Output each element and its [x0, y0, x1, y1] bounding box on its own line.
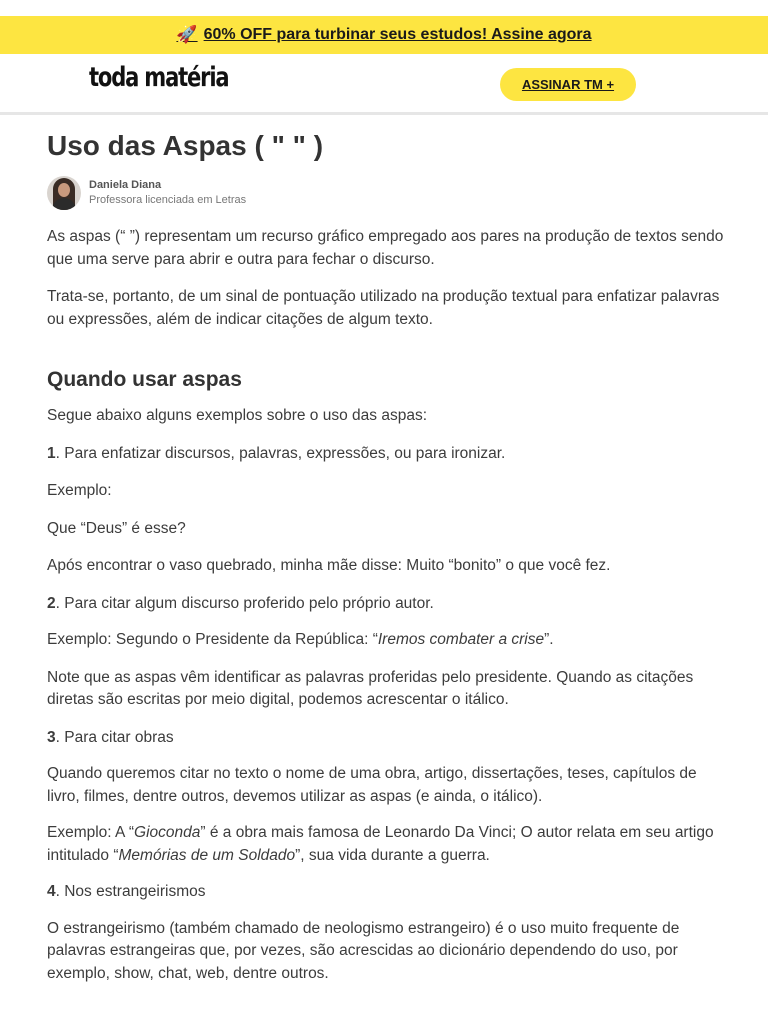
item-text: . Para citar algum discurso proferido pelo próprio autor.	[55, 594, 434, 612]
subscribe-button[interactable]: ASSINAR TM +	[500, 68, 636, 101]
list-item	[47, 727, 727, 750]
section-heading: Quando usar aspas	[47, 368, 242, 391]
paragraph: Note que as aspas vêm identificar as palavras proferidas pelo presidente. Quando as citações diretas são escritas por meio digital, podemos acrescentar o itálico.	[47, 668, 694, 708]
item-text: . Para citar obras	[55, 728, 174, 746]
paragraph: Trata-se, portanto, de um sinal de pontuação utilizado na produção textual para enfatizar palavras ou expressões, além de indicar citações de algum texto.	[47, 288, 720, 328]
promo-banner[interactable]	[0, 16, 768, 54]
item-text: . Nos estrangeirismos	[55, 883, 206, 900]
list-item	[47, 593, 727, 616]
article	[47, 128, 727, 985]
rocket-icon: 🚀	[176, 25, 198, 44]
site-header	[0, 54, 768, 115]
paragraph: Segue abaixo alguns exemplos sobre o uso das aspas:	[47, 407, 427, 424]
example: Após encontrar o vaso quebrado, minha mãe disse: Muito “bonito” o que você fez.	[47, 557, 611, 574]
italic-quote: Iremos combater a crise	[377, 631, 545, 648]
site-logo[interactable]: toda matéria	[89, 62, 229, 93]
item-number: 4	[47, 883, 56, 900]
italic-title: Gioconda	[134, 824, 201, 841]
list-item	[47, 881, 727, 904]
promo-link[interactable]	[176, 25, 591, 45]
example: Que “Deus” é esse?	[47, 519, 186, 537]
author-role: Professora licenciada em Letras	[89, 194, 247, 206]
author-name[interactable]: Daniela Diana	[89, 179, 162, 191]
author-block	[47, 176, 727, 210]
avatar[interactable]	[47, 176, 81, 210]
paragraph: Quando queremos citar no texto o nome de uma obra, artigo, dissertações, teses, capítulos de livro, filmes, dentre outros, devemos utilizar as aspas (e ainda, o itálico).	[47, 765, 697, 805]
promo-text: 60% OFF para turbinar seus estudos! Assine agora	[203, 26, 592, 43]
paragraph: As aspas (“ ”) representam um recurso gráfico empregado aos pares na produção de textos sendo que uma serve para abrir e outra para fechar o discurso.	[47, 228, 724, 268]
italic-title: Memórias de um Soldado	[118, 846, 296, 864]
page-title: Uso das Aspas ( " " )	[47, 130, 324, 161]
item-number: 3	[47, 728, 56, 746]
example: Exemplo: Segundo o Presidente da República: “Iremos combater a crise”.	[47, 631, 554, 648]
paragraph: O estrangeirismo (também chamado de neologismo estrangeiro) é o uso muito frequente de palavras estrangeiras que, por vezes, são acrescidas ao dicionário dependendo do uso, por exemplo, show, chat, web, dentre outros.	[47, 919, 680, 982]
item-number: 2	[47, 594, 56, 612]
example-label: Exemplo:	[47, 482, 112, 499]
item-number: 1	[47, 444, 56, 462]
list-item	[47, 443, 727, 466]
item-text: . Para enfatizar discursos, palavras, expressões, ou para ironizar.	[55, 444, 506, 462]
example: Exemplo: A “Gioconda” é a obra mais famosa de Leonardo Da Vinci; O autor relata em seu artigo intitulado “Memórias de um Soldado”, sua vida durante a guerra.	[47, 824, 714, 864]
